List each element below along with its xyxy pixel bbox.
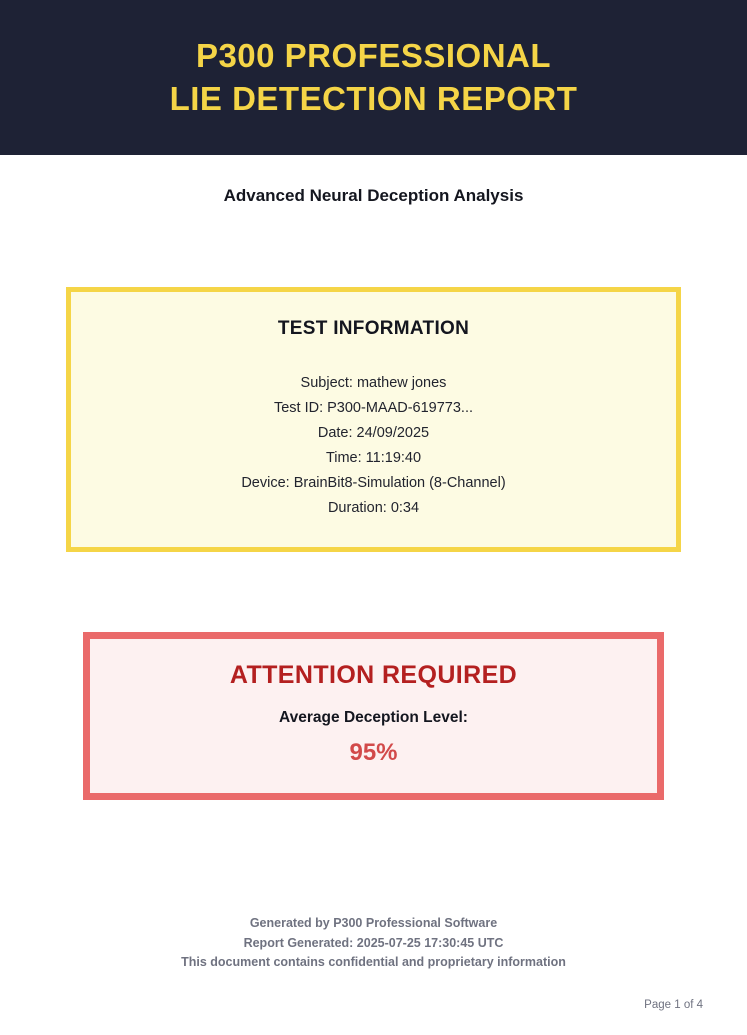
footer-generated-at: Report Generated: 2025-07-25 17:30:45 UTC bbox=[243, 935, 504, 950]
report-title-line-2: LIE DETECTION REPORT bbox=[169, 79, 578, 117]
test-info-time: Time: 11:19:40 bbox=[325, 449, 422, 466]
page-number: Page 1 of 4 bbox=[644, 999, 703, 1011]
average-deception-value: 95% bbox=[349, 738, 398, 766]
test-info-date: Date: 24/09/2025 bbox=[317, 424, 430, 441]
test-info-test-id: Test ID: P300-MAAD-619773... bbox=[273, 399, 474, 416]
report-subtitle: Advanced Neural Deception Analysis bbox=[223, 186, 524, 205]
test-info-device: Device: BrainBit8-Simulation (8-Channel) bbox=[241, 474, 506, 491]
report-title-line-1: P300 PROFESSIONAL bbox=[195, 37, 552, 75]
attention-required-title: ATTENTION REQUIRED bbox=[229, 660, 518, 689]
footer-confidentiality-notice: This document contains confidential and proprietary information bbox=[181, 955, 566, 970]
attention-required-card bbox=[83, 632, 664, 800]
footer-generated-by: Generated by P300 Professional Software bbox=[249, 915, 498, 930]
average-deception-label: Average Deception Level: bbox=[279, 708, 468, 726]
test-information-title: TEST INFORMATION bbox=[277, 318, 470, 339]
report-footer bbox=[0, 913, 747, 973]
test-info-subject: Subject: mathew jones bbox=[300, 375, 447, 391]
test-info-duration: Duration: 0:34 bbox=[327, 499, 420, 516]
report-header-banner bbox=[0, 0, 747, 155]
test-information-card bbox=[66, 287, 681, 552]
